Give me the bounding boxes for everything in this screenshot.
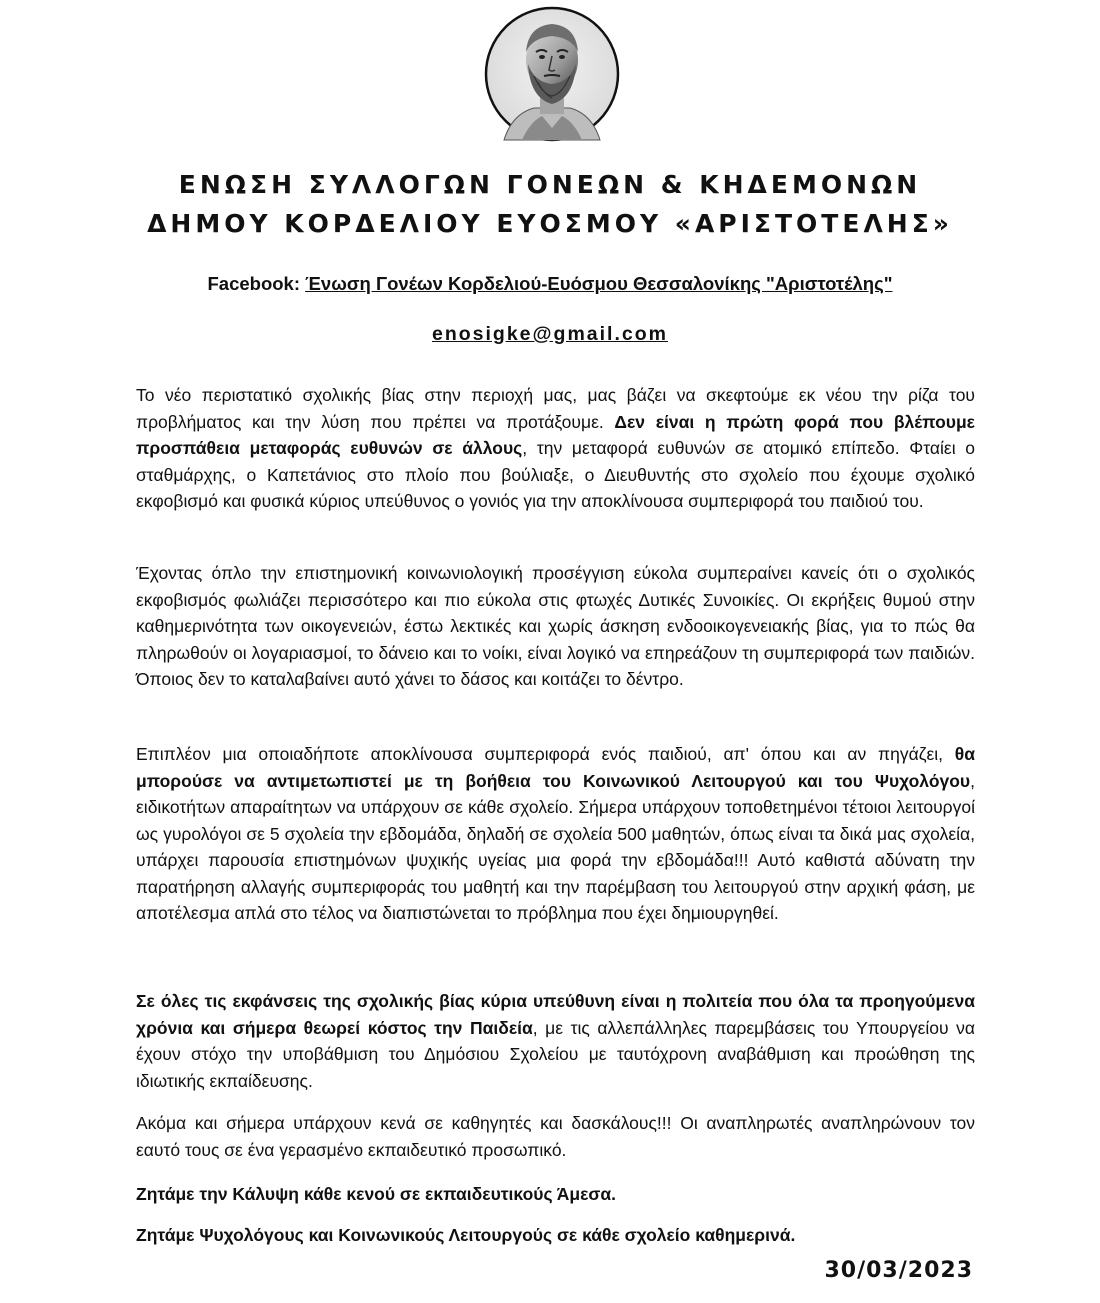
document-date: 30/03/2023 [824, 1258, 973, 1283]
organization-title-line-1: ΕΝΩΣΗ ΣΥΛΛΟΓΩΝ ΓΟΝΕΩΝ & ΚΗΔΕΜΟΝΩΝ [178, 170, 922, 199]
demand-2: Ζητάμε Ψυχολόγους και Κοινωνικούς Λειτουργούς σε κάθε σχολείο καθημερινά. [136, 1225, 796, 1245]
paragraph-3-bold: θα μπορούσε να αντιμετωπιστεί με τη βοήθεια του Κοινωνικού Λειτουργού και του Ψυχολόγου [136, 744, 975, 791]
paragraph-3 [136, 741, 975, 927]
paragraph-1-text-a: Το νέο περιστατικό σχολικής βίας στην περιοχή μας, μας βάζει να σκεφτούμε εκ νέου την ρίζα του προβλήματος και την λύση που πρέπει να προτάξουμε. [136, 385, 975, 432]
paragraph-1-text-c: , την μεταφορά ευθυνών σε ατομικό επίπεδο. Φταίει ο σταθμάρχης, ο Καπετάνιος στο πλοίο που βούλιαξε, ο Διευθυντής στο σχολείο που έχουμε σχολικό εκφοβισμό και φυσικά κύριος υπεύθυνος ο γονιός για την αποκλίνουσα συμπεριφορά του παιδιού του. [136, 438, 975, 511]
organization-title-line-2: ΔΗΜΟΥ ΚΟΡΔΕΛΙΟΥ ΕΥΟΣΜΟΥ «ΑΡΙΣΤΟΤΕΛΗΣ» [147, 209, 953, 238]
paragraph-1 [136, 382, 975, 515]
facebook-label: Facebook: [207, 273, 301, 294]
paragraph-4-text-b: , με τις αλλεπάλληλες παρεμβάσεις του Υπουργείου να έχουν στόχο την υποβάθμιση του Δημόσιου Σχολείου με ταυτόχρονη αναβάθμιση και προώθηση της ιδιωτικής εκπαίδευσης. [136, 1017, 975, 1091]
paragraph-4 [136, 988, 975, 1094]
aristotle-bust-icon [482, 2, 622, 152]
demand-1: Ζητάμε την Κάλυψη κάθε κενού σε εκπαιδευτικούς Άμεσα. [136, 1184, 617, 1204]
paragraph-5: Ακόμα και σήμερα υπάρχουν κενά σε καθηγητές και δασκάλους!!! Οι αναπληρωτές αναπληρώνουν τον εαυτό τους σε ένα γερασμένο εκπαιδευτικό προσωπικό. [136, 1113, 975, 1160]
facebook-page-link[interactable]: Ένωση Γονέων Κορδελιού-Ευόσμου Θεσσαλονίκης "Αριστοτέλης" [305, 273, 893, 294]
email-line [0, 319, 1100, 349]
paragraph-4-bold: Σε όλες τις εκφάνσεις της σχολικής βίας κύρια υπεύθυνη είναι η πολιτεία που όλα τα προηγούμενα χρόνια και σήμερα θεωρεί κόστος την Παιδεία [136, 991, 975, 1038]
email-link[interactable]: enosigke@gmail.com [432, 323, 668, 345]
facebook-line [0, 270, 1100, 298]
paragraph-1-bold: Δεν είναι η πρώτη φορά που βλέπουμε προσπάθεια μεταφοράς ευθυνών σε άλλους [136, 411, 975, 458]
paragraph-2: Έχοντας όπλο την επιστημονική κοινωνιολογική προσέγγιση εύκολα συμπεραίνει κανείς ότι ο σχολικός εκφοβισμός φωλιάζει περισσότερο και πιο εύκολα στις φτωχές Δυτικές Συνοικίες. Οι εκρήξεις θυμού στην καθημερινότητα των οικογενειών, έστω λεκτικές και χωρίς άσκηση ενδοοικογενειακής βίας, για το πώς θα πληρωθούν οι λογαριασμοί, το δάνειο και το νοίκι, είναι λογικό να επηρεάζουν τη συμπεριφορά των παιδιών. Όποιος δεν το καταλαβαίνει αυτό χάνει το δάσος και κοιτάζει το δέντρο. [136, 563, 975, 689]
paragraph-3-text-a: Επιπλέον μια οποιαδήποτε αποκλίνουσα συμπεριφορά ενός παιδιού, απ' όπου και αν πηγάζει, [136, 744, 955, 764]
paragraph-3-text-c: , ειδικοτήτων απαραίτητων να υπάρχουν σε κάθε σχολείο. Σήμερα υπάρχουν τοποθετημένοι τέτοιοι λειτουργοί ως γυρολόγοι σε 5 σχολεία την εβδομάδα, δηλαδή σε σχολεία 500 μαθητών, όπως είναι τα δικά μας σχολεία, υπάρχει παρουσία επιστημόνων ψυχικής υγείας μια φορά την εβδομάδα!!! Αυτό καθιστά αδύνατη την παρατήρηση αλλαγής συμπεριφοράς του μαθητή και την παρέμβαση του λειτουργού στην αρχική φάση, με αποτέλεσμα απλά στο τέλος να διαπιστώνεται το πρόβλημα που έχει δημιουργηθεί. [136, 770, 975, 923]
